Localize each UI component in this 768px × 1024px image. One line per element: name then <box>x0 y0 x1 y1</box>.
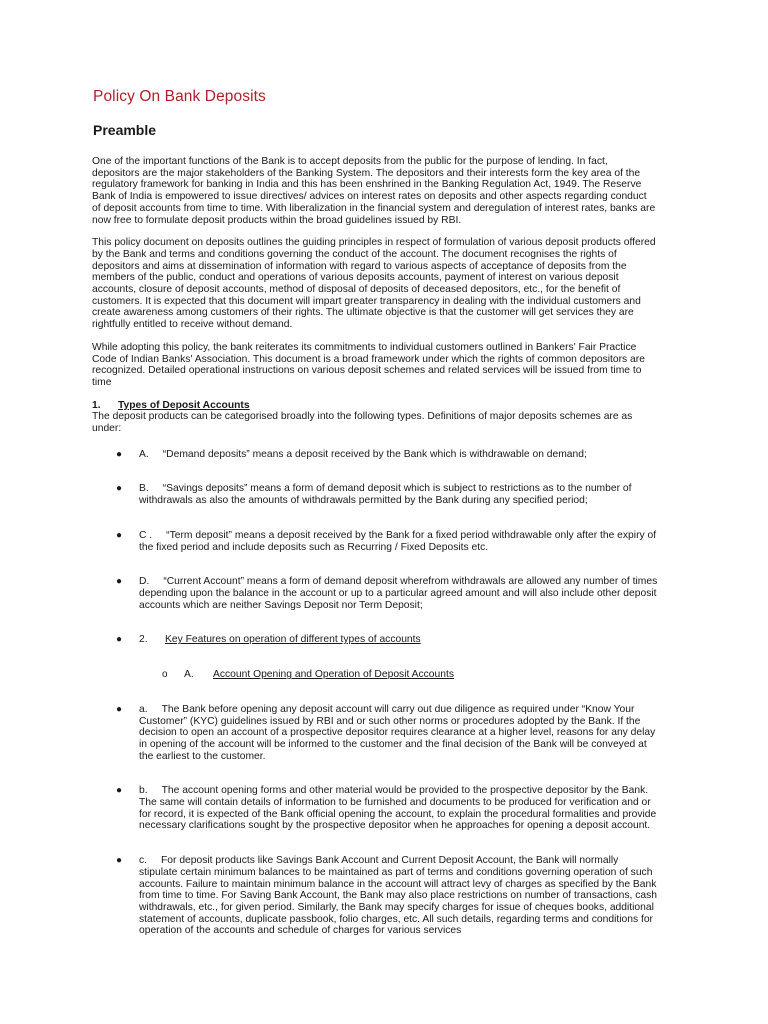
section-1-intro: The deposit products can be categorised broadly into the following types. Definitions of major deposits schemes are as under: <box>92 411 633 435</box>
section-2-title: Key Features on operation of different types of accounts <box>165 634 421 646</box>
item-letter: b. <box>139 785 148 797</box>
item-letter: a. <box>139 703 148 715</box>
list-item <box>92 449 658 461</box>
bullet-icon: ● <box>116 703 123 715</box>
item-text: “Demand deposits” means a deposit received by the Bank which is withdrawable on demand; <box>162 448 587 460</box>
list-item <box>92 576 658 611</box>
subsection-letter: A. <box>184 669 194 681</box>
section-1-title: Types of Deposit Accounts <box>118 399 250 411</box>
item-letter: D. <box>139 576 150 588</box>
paragraph-3: While adopting this policy, the bank reiterates its commitments to individual customers outlined in Bankers' Fair Practice Code of Indian Banks' Association. This document is a broad framework under which the rights of common depositors are recognized. Detailed operational instructions on various deposit schemes and related services will be issued from time to time <box>92 341 645 388</box>
bullet-icon: ● <box>116 855 123 867</box>
item-text: For deposit products like Savings Bank Account and Current Deposit Account, the Bank will normally stipulate certain minimum balances to be maintained as part of terms and conditions governing operation of such accounts. Failure to maintain minimum balance in the account will attract levy of charges as specified by the Bank from time to time. For Saving Bank Account, the Bank may also place restrictions on number of transactions, cash withdrawals, etc., for given period. Similarly, the Bank may specify charges for issue of cheques books, additional statement of accounts, duplicate passbook, folio charges, etc. All such details, regarding terms and conditions for operation of the accounts and schedule of charges for various services <box>139 855 657 937</box>
bullet-icon: ● <box>116 529 123 541</box>
list-item <box>92 855 658 937</box>
item-letter: C . <box>139 529 153 541</box>
list-item <box>92 530 658 553</box>
item-text: The account opening forms and other material would be provided to the prospective depositor by the Bank. The same will contain details of information to be furnished and documents to be produced for verification and or for record, it is expected of the Bank official opening the account, to explain the procedural formalities and provide necessary clarifications sought by the prospective depositor when he approaches for opening a deposit account. <box>139 785 657 832</box>
bullet-icon: ● <box>116 576 123 588</box>
bullet-icon: ● <box>116 483 123 495</box>
subsection-title: Account Opening and Operation of Deposit Accounts <box>213 669 454 681</box>
item-text: “Term deposit” means a deposit received by the Bank for a fixed period withdrawable only after the expiry of the fixed period and include deposits such as Recurring / Fixed Deposits etc. <box>139 529 657 553</box>
item-text: The Bank before opening any deposit account will carry out due diligence as required under “Know Your Customer” (KYC) guidelines issued by RBI and or such other norms or procedures adopted by the Bank. If the decision to open an account of a prospective depositor requires clearance at a higher level, reasons for any delay in opening of the account will be informed to the customer and the final decision of the Bank will be conveyed at the earliest to the customer. <box>139 703 656 762</box>
section-1-heading <box>92 400 658 412</box>
document-title: Policy On Bank Deposits <box>93 88 266 105</box>
item-letter: c. <box>139 855 148 867</box>
bullet-icon: ● <box>116 785 123 797</box>
subsection-heading <box>92 669 658 681</box>
paragraph-2: This policy document on deposits outlines the guiding principles in respect of formulation of various deposit products offered by the Bank and terms and conditions governing the conduct of the account. The document recognises the rights of depositors and aims at dissemination of information with regard to various aspects of acceptance of deposits from the members of the public, conduct and operations of various deposits accounts, payment of interest on various deposit accounts, closure of deposit accounts, method of disposal of deposits of deceased depositors, etc., for the benefit of customers. It is expected that this document will impart greater transparency in dealing with the individual customers and create awareness among customers of their rights. The ultimate objective is that the customer will get services they are rightfully entitled to receive without demand. <box>92 237 656 331</box>
bullet-icon: ● <box>116 448 123 460</box>
item-letter: B. <box>139 483 149 495</box>
item-text: “Current Account” means a form of demand deposit wherefrom withdrawals are allowed any number of times depending upon the balance in the account or up to a particular agreed amount and will also include other deposit accounts which are neither Savings Deposit nor Term Deposit; <box>139 576 658 611</box>
paragraph-1: One of the important functions of the Bank is to accept deposits from the public for the purpose of lending. In fact, depositors are the major stakeholders of the Banking System. The depositors and their interests form the key area of the regulatory framework for banking in India and this has been enshrined in the Banking Regulation Act, 1949. The Reserve Bank of India is empowered to issue directives/ advices on interest rates on deposits and other aspects regarding conduct of deposit accounts from time to time. With liberalization in the financial system and deregulation of interest rates, banks are now free to formulate deposit products within the broad guidelines issued by RBI. <box>92 156 656 226</box>
item-text: “Savings deposits” means a form of demand deposit which is subject to restrictions as to the number of withdrawals as also the amounts of withdrawals permitted by the Bank during any specified period; <box>139 483 632 507</box>
section-2-heading <box>92 634 658 646</box>
circle-bullet-icon: o <box>162 669 168 681</box>
list-item <box>92 483 658 506</box>
list-item <box>92 785 658 832</box>
section-1-number: 1. <box>92 399 101 411</box>
section-2-number: 2. <box>139 634 148 646</box>
list-item <box>92 704 658 763</box>
item-letter: A. <box>139 448 149 460</box>
preamble-heading: Preamble <box>93 122 157 138</box>
bullet-icon: ● <box>116 634 123 646</box>
